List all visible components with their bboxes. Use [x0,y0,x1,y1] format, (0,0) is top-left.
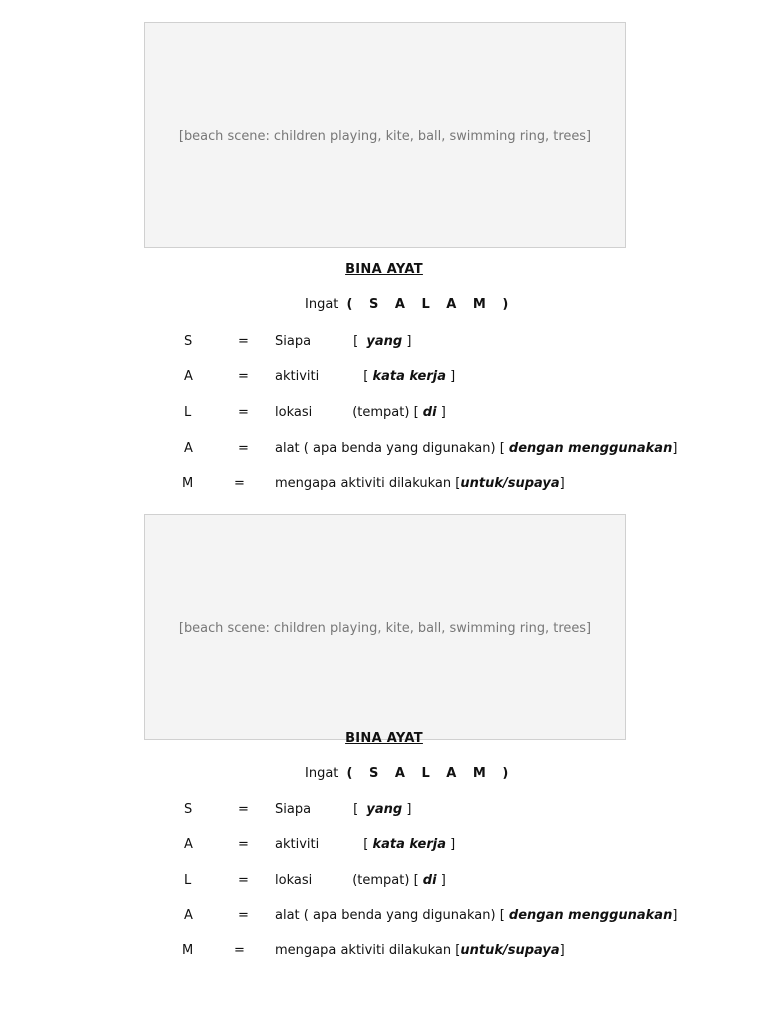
remember-prefix: Ingat [305,297,339,312]
row-letter: A [184,441,193,456]
salam-row-a2 [0,441,768,461]
row-equals: = [234,943,245,958]
row-description: alat ( apa benda yang digunakan) [ dengan menggunakan] [275,908,678,923]
illustration-placeholder [145,23,625,247]
beach-illustration [144,514,626,740]
row-letter: S [184,802,193,817]
salam-row-m [0,943,768,963]
row-equals: = [238,334,249,349]
row-keyword: di [422,405,437,420]
salam-acronym: ( S A L A M ) [346,297,515,312]
worksheet-section-1 [0,0,768,491]
row-description: alat ( apa benda yang digunakan) [ dengan menggunakan] [275,441,678,456]
row-letter: A [184,837,193,852]
row-keyword: yang [366,802,403,817]
row-equals: = [238,405,249,420]
row-equals: = [238,369,249,384]
salam-row-s [0,334,768,354]
row-equals: = [238,873,249,888]
salam-row-a2 [0,908,768,928]
row-keyword: di [422,873,437,888]
row-description: Siapa [ yang ] [275,334,412,349]
row-letter: A [184,908,193,923]
row-letter: A [184,369,193,384]
row-description: Siapa [ yang ] [275,802,412,817]
row-letter: M [182,943,194,958]
salam-row-l [0,873,768,893]
row-letter: L [184,873,192,888]
row-keyword: dengan menggunakan [508,441,673,456]
illustration-label: [beach scene: children playing, kite, ball, swimming ring, trees] [178,620,592,636]
row-keyword: yang [366,334,403,349]
row-description: lokasi (tempat) [ di ] [275,405,446,420]
illustration-placeholder [145,515,625,739]
beach-illustration [144,22,626,248]
remember-prefix: Ingat [305,766,339,781]
remember-line [305,297,514,312]
illustration-label: [beach scene: children playing, kite, ball, swimming ring, trees] [178,128,592,144]
row-equals: = [238,837,249,852]
row-keyword: kata kerja [372,837,447,852]
row-letter: S [184,334,193,349]
row-letter: M [182,476,194,491]
worksheet-section-2 [0,492,768,972]
salam-row-l [0,405,768,425]
row-keyword: untuk/supaya [460,476,560,491]
remember-line [305,766,514,781]
row-equals: = [238,802,249,817]
row-letter: L [184,405,192,420]
row-keyword: kata kerja [372,369,447,384]
row-description: mengapa aktiviti dilakukan [untuk/supaya] [275,943,565,958]
row-description: aktiviti [ kata kerja ] [275,837,456,852]
page-title: BINA AYAT [345,262,423,277]
page-title: BINA AYAT [345,731,423,746]
salam-row-a1 [0,837,768,857]
row-equals: = [238,441,249,456]
row-description: lokasi (tempat) [ di ] [275,873,446,888]
row-equals: = [238,908,249,923]
salam-acronym: ( S A L A M ) [346,766,515,781]
row-description: mengapa aktiviti dilakukan [untuk/supaya] [275,476,565,491]
row-keyword: untuk/supaya [460,943,560,958]
row-keyword: dengan menggunakan [508,908,673,923]
row-description: aktiviti [ kata kerja ] [275,369,456,384]
salam-row-a1 [0,369,768,389]
salam-row-s [0,802,768,822]
row-equals: = [234,476,245,491]
